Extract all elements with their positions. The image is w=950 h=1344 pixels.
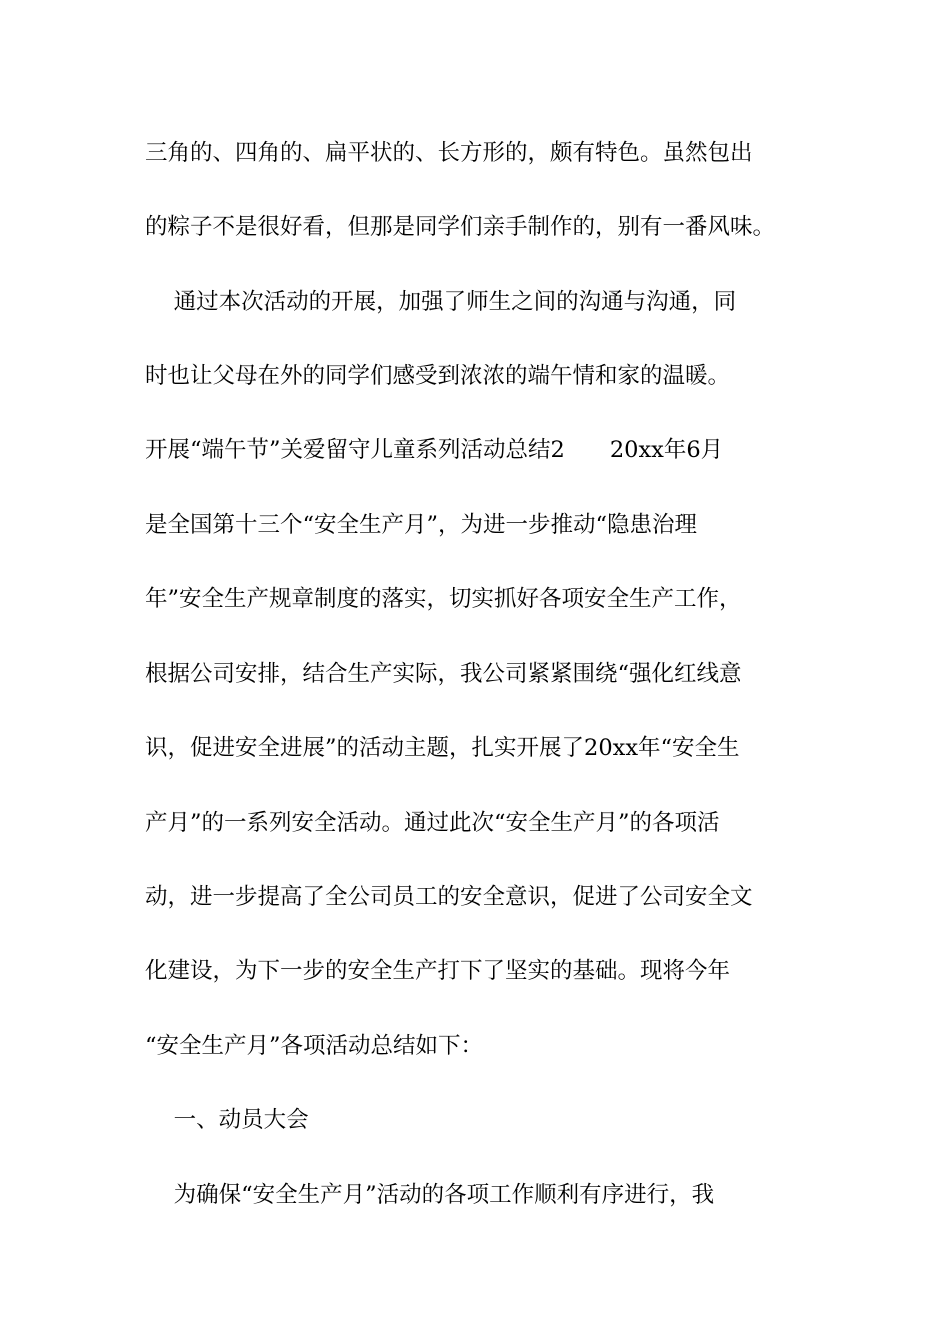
text-line-11: 动，进一步提高了全公司员工的安全意识，促进了公司安全文 <box>145 884 753 910</box>
text-line-13: “安全生产月”各项活动总结如下： <box>145 1033 484 1059</box>
text-line-7: 年”安全生产规章制度的落实，切实抓好各项安全生产工作， <box>145 586 742 612</box>
text-line-4: 时也让父母在外的同学们感受到浓浓的端午情和家的温暖。 <box>145 363 731 389</box>
text-line-6: 是全国第十三个“安全生产月”，为进一步推动“隐患治理 <box>145 512 698 538</box>
text-line-1: 三角的、四角的、扁平状的、长方形的，颇有特色。虽然包出 <box>145 140 753 166</box>
text-line-2: 的粽子不是很好看，但那是同学们亲手制作的，别有一番风味。 <box>145 214 776 240</box>
text-line-3: 通过本次活动的开展，加强了师生之间的沟通与沟通，同 <box>145 289 737 315</box>
text-line-5: 开展“端午节”关爱留守儿童系列活动总结2 20xx年6月 <box>145 437 724 463</box>
text-line-14: 一、动员大会 <box>145 1107 309 1133</box>
text-line-15: 为确保“安全生产月”活动的各项工作顺利有序进行，我 <box>145 1182 715 1208</box>
text-line-9: 识，促进安全进展”的活动主题，扎实开展了20xx年“安全生 <box>145 735 740 761</box>
text-line-12: 化建设，为下一步的安全生产打下了坚实的基础。现将今年 <box>145 958 731 984</box>
text-line-10: 产月”的一系列安全活动。通过此次“安全生产月”的各项活 <box>145 810 720 836</box>
text-line-8: 根据公司安排，结合生产实际，我公司紧紧围绕“强化红线意 <box>145 661 742 687</box>
